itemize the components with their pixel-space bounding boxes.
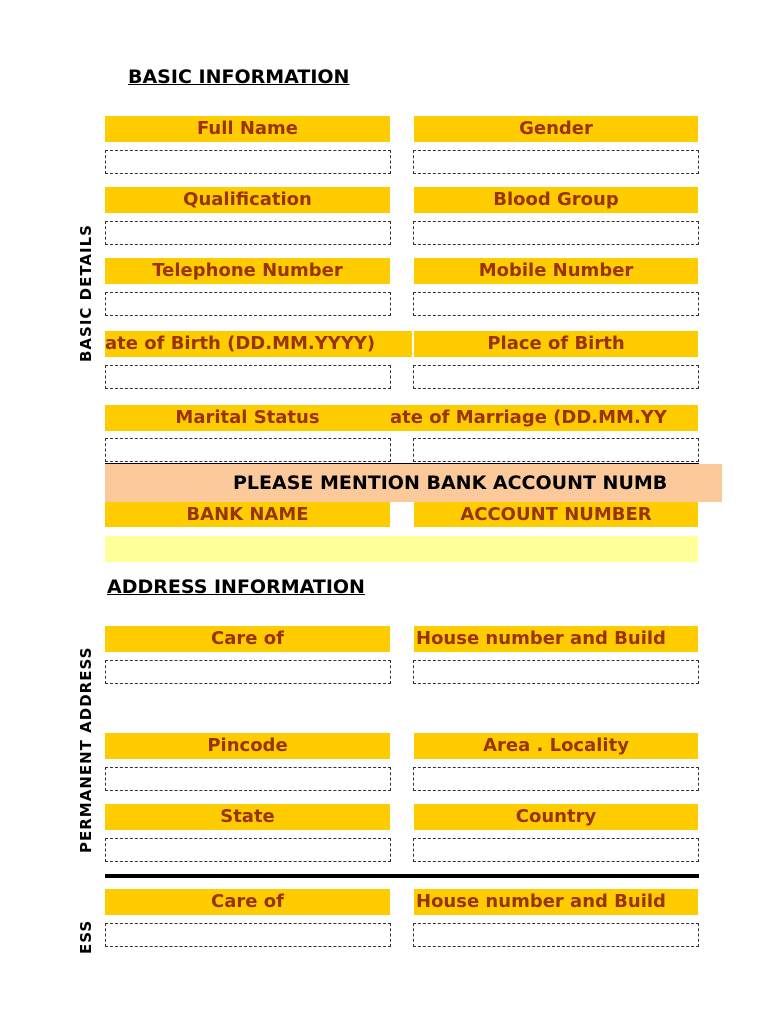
area-locality-label: Area . Locality: [414, 733, 698, 759]
permanent-address-side-label: PERMANENT ADDRESS: [77, 646, 95, 853]
blood-group-field[interactable]: [413, 221, 699, 245]
address-information-heading: ADDRESS INFORMATION: [107, 576, 365, 598]
house-number-field-2[interactable]: [413, 923, 699, 947]
house-number-label: [414, 626, 698, 652]
full-name-label: Full Name: [105, 116, 390, 142]
state-label: State: [105, 804, 390, 830]
pincode-field[interactable]: [105, 767, 391, 791]
basic-details-side-label: BASIC DETAILS: [77, 224, 95, 362]
date-of-marriage-field[interactable]: [413, 438, 699, 462]
pincode-label: Pincode: [105, 733, 390, 759]
bank-name-label: BANK NAME: [105, 502, 390, 527]
qualification-field[interactable]: [105, 221, 391, 245]
mobile-number-field[interactable]: [413, 292, 699, 316]
full-name-field[interactable]: [105, 150, 391, 174]
state-field[interactable]: [105, 838, 391, 862]
country-field[interactable]: [413, 838, 699, 862]
qualification-label: Qualification: [105, 187, 390, 213]
house-number-label-2-text: House number and Build: [416, 891, 666, 912]
bank-details-field[interactable]: [105, 536, 698, 562]
house-number-label-2: [414, 889, 698, 915]
place-of-birth-label: Place of Birth: [414, 331, 698, 357]
care-of-field-2[interactable]: [105, 923, 391, 947]
date-of-birth-field[interactable]: [105, 365, 391, 389]
house-number-label-text: House number and Build: [416, 628, 666, 649]
bank-account-banner-text: PLEASE MENTION BANK ACCOUNT NUMB: [233, 472, 668, 494]
bank-account-banner: [105, 464, 722, 502]
date-of-marriage-label: [390, 405, 698, 431]
blood-group-label: Blood Group: [414, 187, 698, 213]
house-number-field[interactable]: [413, 660, 699, 684]
place-of-birth-field[interactable]: [413, 365, 699, 389]
marital-status-label: Marital Status: [105, 405, 390, 431]
marital-status-field[interactable]: [105, 438, 391, 462]
date-of-birth-label-text: ate of Birth (DD.MM.YYYY): [105, 333, 376, 354]
basic-information-heading: BASIC INFORMATION: [128, 66, 350, 88]
date-of-marriage-label-text: ate of Marriage (DD.MM.YY: [390, 407, 667, 428]
care-of-label-2: Care of: [105, 889, 390, 915]
country-label: Country: [414, 804, 698, 830]
gender-field[interactable]: [413, 150, 699, 174]
address-section-divider: [105, 874, 699, 878]
care-of-label: Care of: [105, 626, 390, 652]
mobile-number-label: Mobile Number: [414, 258, 698, 284]
telephone-number-field[interactable]: [105, 292, 391, 316]
second-address-side-label: ESS: [77, 919, 95, 954]
date-of-birth-label: [105, 331, 412, 357]
gender-label: Gender: [414, 116, 698, 142]
area-locality-field[interactable]: [413, 767, 699, 791]
telephone-number-label: Telephone Number: [105, 258, 390, 284]
account-number-label: ACCOUNT NUMBER: [414, 502, 698, 527]
care-of-field[interactable]: [105, 660, 391, 684]
